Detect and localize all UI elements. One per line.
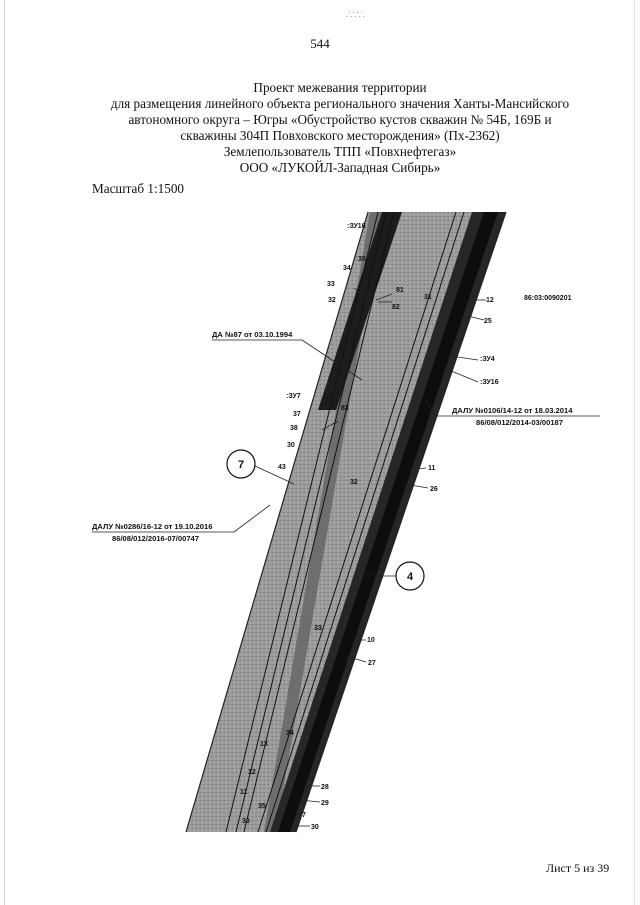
annotation-dalu0286: ДАЛУ №0286/16-12 от 19.10.2016 — [92, 522, 213, 531]
point-number: 8 — [305, 773, 309, 780]
point-number: 31 — [424, 294, 432, 301]
map-scale: Масштаб 1:1500 — [92, 181, 185, 196]
annotation-da87: ДА №87 от 03.10.1994 — [212, 330, 293, 339]
plot-zu16-right: :ЗУ16 — [480, 379, 499, 386]
title-line-4: скважины 304П Повховского месторождения» (Пх-2362) — [180, 128, 500, 143]
annotation-dalu0286-reg: 86/08/012/2016-07/00747 — [112, 534, 199, 543]
title-line-1: Проект межевания территории — [253, 80, 427, 95]
point-number: 29 — [321, 800, 329, 807]
cadastral-quarter-label: 86:03:0090201 — [524, 295, 572, 302]
title-line-5: Землепользователь ТПП «Повхнефтегаз» — [223, 144, 457, 159]
annotation-dalu0106: ДАЛУ №0106/14-12 от 18.03.2014 — [452, 406, 573, 415]
point-number: 34 — [343, 265, 351, 272]
point-number: 7 — [302, 812, 306, 819]
point-number: 32 — [350, 479, 358, 486]
title-line-6: ООО «ЛУКОЙЛ-Западная Сибирь» — [239, 160, 441, 175]
point-number: 28 — [321, 784, 329, 791]
point-number: 10 — [367, 637, 375, 644]
point-number: 82 — [392, 304, 400, 311]
annotation-dalu0106-reg: 86/08/012/2014-03/00187 — [476, 418, 563, 427]
circled-point-4-label: 4 — [406, 571, 414, 583]
point-number: 83 — [341, 405, 349, 412]
point-number: 30 — [242, 818, 250, 825]
point-number: 30 — [287, 442, 295, 449]
point-number: 26 — [430, 486, 438, 493]
sheet-number: Лист 5 из 39 — [546, 861, 610, 875]
circled-point-7-label: 7 — [237, 459, 245, 471]
point-number: 11 — [240, 789, 248, 796]
point-number: 27 — [368, 660, 376, 667]
point-number: 35 — [258, 803, 266, 810]
point-number: 30 — [311, 824, 319, 831]
title-line-2: для размещения линейного объекта регионального значения Ханты-Мансийского — [110, 96, 570, 111]
plot-zu7: :ЗУ7 — [286, 393, 301, 400]
plot-zu16-top: :ЗУ16 — [347, 223, 366, 230]
scan-smudge: ∴∵∴ — [346, 10, 366, 21]
plot-zu4: :ЗУ4 — [480, 356, 495, 363]
point-number: 13 — [260, 741, 268, 748]
point-number: 38 — [290, 425, 298, 432]
point-number: 37 — [293, 411, 301, 418]
title-line-3: автономного округа – Югры «Обустройство кустов скважин № 54Б, 169Б и — [128, 112, 552, 127]
point-number: 34 — [286, 730, 294, 737]
point-number: 32 — [328, 297, 336, 304]
point-number: 33 — [327, 281, 335, 288]
point-number: 43 — [278, 464, 286, 471]
point-number: 81 — [396, 287, 404, 294]
point-number: 33 — [314, 625, 322, 632]
page-number: 544 — [310, 36, 330, 51]
point-number: 12 — [248, 769, 256, 776]
point-number: 25 — [484, 318, 492, 325]
point-number: 35 — [358, 256, 366, 263]
point-number: 12 — [486, 297, 494, 304]
point-number: 11 — [428, 465, 436, 472]
